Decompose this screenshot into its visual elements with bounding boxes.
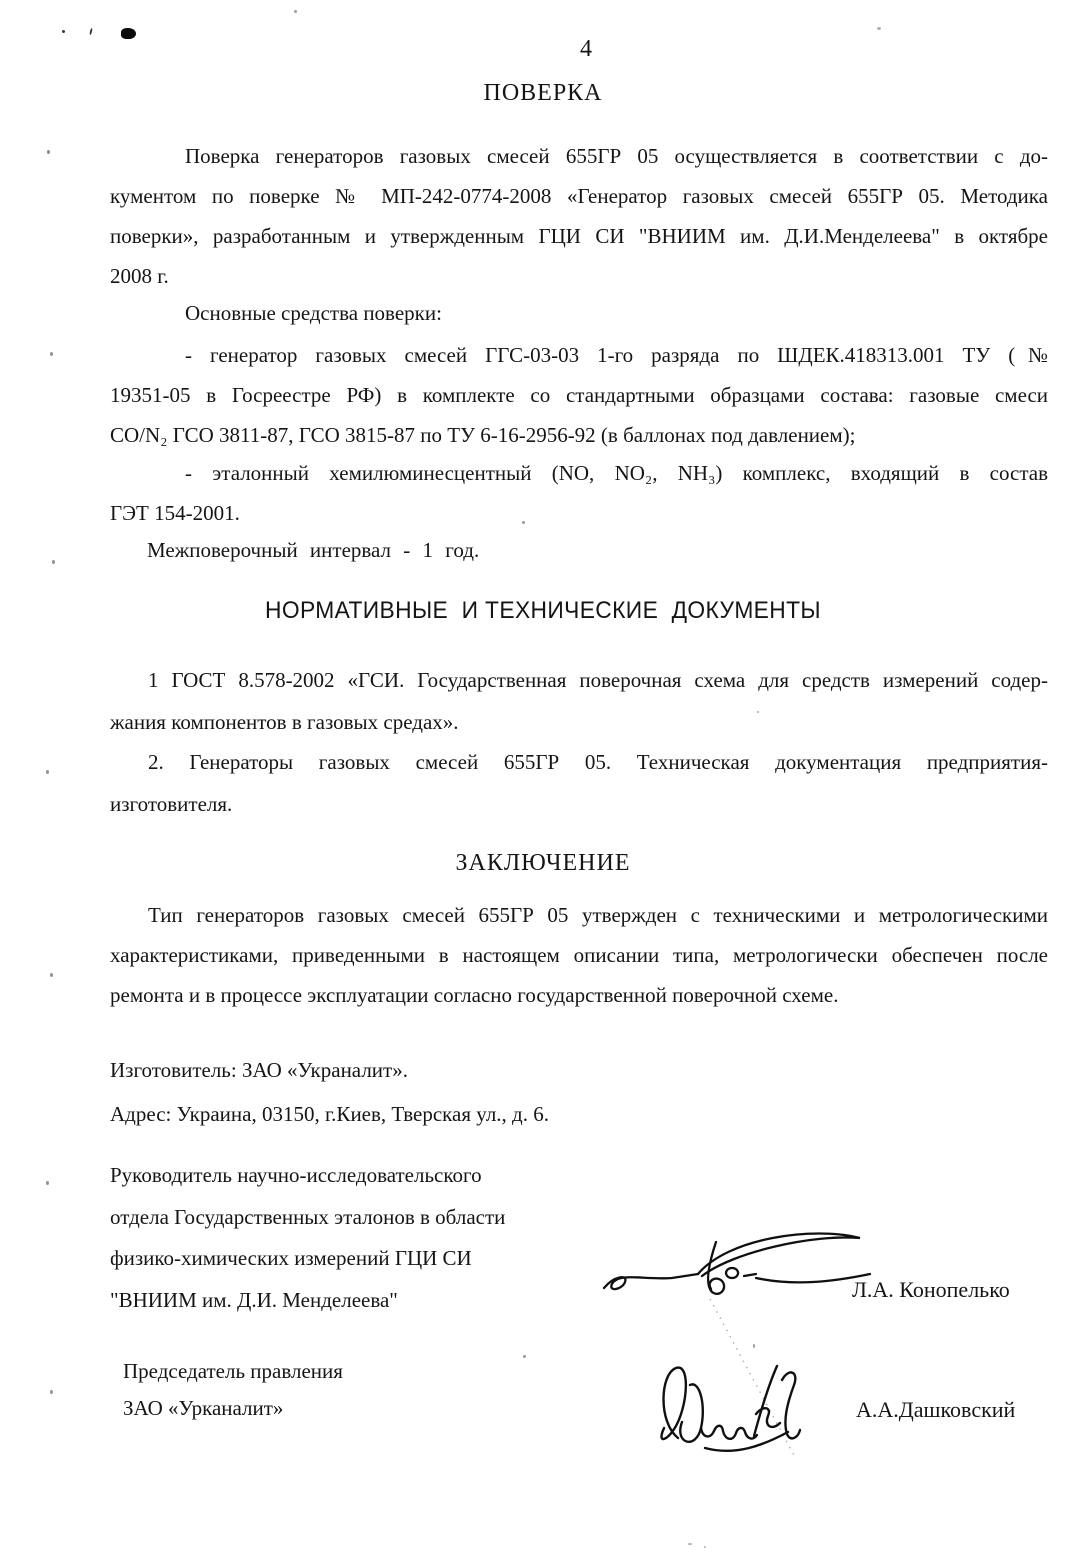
paragraph-line: Адрес: Украина, 03150, г.Киев, Тверская ул., д. 6.	[110, 1102, 549, 1126]
paragraph-line: Поверка генераторов газовых смесей 655ГР 05 осуществляется в соответствии с до-	[185, 144, 1048, 168]
heading-verification: ПОВЕРКА	[483, 80, 603, 106]
paragraph-line: Изготовитель: ЗАО «Украналит».	[110, 1058, 408, 1082]
signatory-title-1	[110, 1155, 505, 1321]
paragraph-line: 1 ГОСТ 8.578-2002 «ГСИ. Государственная поверочная схема для средств измерений содер-	[148, 668, 1048, 692]
scan-speck	[121, 28, 136, 39]
manufacturer-line	[110, 1050, 1048, 1090]
signature-dashkovsky	[650, 1358, 805, 1458]
paragraph-document-item-1	[110, 659, 1048, 743]
signature-konopelko	[598, 1226, 883, 1306]
paragraph-etalon-item	[110, 453, 1048, 533]
page-number: 4	[580, 36, 592, 62]
paragraph-line: Тип генераторов газовых смесей 655ГР 05 утвержден с техническими и метрологическими	[148, 903, 1048, 927]
scan-speck	[46, 1181, 49, 1185]
paragraph-document-item-2	[110, 741, 1048, 825]
heading-conclusion: ЗАКЛЮЧЕНИЕ	[455, 850, 631, 876]
signatory-name-1: Л.А. Конопелько	[852, 1277, 1010, 1302]
scan-speck	[50, 352, 53, 356]
paragraph-generator-item	[110, 335, 1048, 455]
scan-speck	[688, 1543, 692, 1545]
paragraph-line: Основные средства поверки:	[185, 301, 442, 325]
paragraph-line: 2008 г.	[110, 264, 169, 288]
signatory-title-line: отдела Государственных эталонов в области	[110, 1204, 506, 1229]
paragraph-line: ремонта и в процессе эксплуатации согласно государственной поверочной схеме.	[110, 983, 839, 1007]
paragraph-line: - генератор газовых смесей ГГС-03-03 1-го разряда по ШДЕК.418313.001 ТУ (№	[185, 343, 1048, 367]
paragraph-line: характеристиками, приведенными в настоящем описании типа, метрологически обеспечен после	[110, 943, 1048, 967]
paragraph-line: - эталонный хемилюминесцентный (NO, NO₂, NH₃) комплекс, входящий в состав	[185, 461, 1048, 485]
signatory-title-line: Председатель правления	[123, 1359, 343, 1383]
scan-speck	[757, 711, 759, 713]
paragraph-line: 2. Генераторы газовых смесей 655ГР 05. Техническая документация предприятия-	[148, 750, 1048, 774]
scan-speck	[62, 30, 65, 33]
paragraph-verification-intro	[110, 136, 1048, 296]
paragraph-line: изготовителя.	[110, 792, 233, 816]
paragraph-line: поверки», разработанным и утвержденным ГЦИ СИ "ВНИИМ им. Д.И.Менделеева" в октябре	[110, 224, 1048, 248]
signatory-title-line: Руководитель научно-исследовательского	[110, 1163, 482, 1187]
signatory-title-line: ЗАО «Урканалит»	[123, 1396, 284, 1420]
scan-speck	[47, 150, 50, 154]
scan-speck	[522, 521, 525, 524]
signatory-title-line: физико-химических измерений ГЦИ СИ	[110, 1246, 472, 1270]
scan-speck	[46, 770, 49, 774]
signatory-title-2	[123, 1353, 343, 1427]
paragraph-line: жания компонентов в газовых средах».	[110, 710, 459, 734]
scan-speck	[877, 27, 881, 30]
paragraph-line: кументом по поверке № МП-242-0774-2008 «Генератор газовых смесей 655ГР 05. Методика	[110, 184, 1048, 208]
scan-speck	[50, 973, 53, 977]
paragraph-line: ГЭТ 154-2001.	[110, 501, 240, 525]
scan-speck	[523, 1355, 526, 1358]
scan-speck	[294, 10, 297, 13]
paragraph-conclusion	[110, 895, 1048, 1015]
scan-speck	[50, 1390, 53, 1394]
signatory-name-2: А.А.Дашковский	[856, 1397, 1016, 1422]
scan-speck	[704, 1546, 706, 1548]
paragraph-line: 19351-05 в Госреестре РФ) в комплекте со стандартными образцами состава: газовые смеси	[110, 383, 1048, 407]
paragraph-interval: Межповерочный интервал - 1 год.	[147, 538, 480, 562]
paragraph-verification-means-label	[110, 293, 1048, 333]
scan-speck	[753, 1344, 755, 1348]
scan-speck	[89, 28, 93, 35]
scan-speck	[52, 560, 55, 564]
address-line	[110, 1094, 1048, 1134]
heading-normative-documents: НОРМАТИВНЫЕ И ТЕХНИЧЕСКИЕ ДОКУМЕНТЫ	[265, 597, 821, 624]
signatory-title-line: "ВНИИМ им. Д.И. Менделеева"	[110, 1287, 398, 1312]
paragraph-line: CO/N₂ ГСО 3811-87, ГСО 3815-87 по ТУ 6-16-2956-92 (в баллонах под давлением);	[110, 423, 856, 447]
